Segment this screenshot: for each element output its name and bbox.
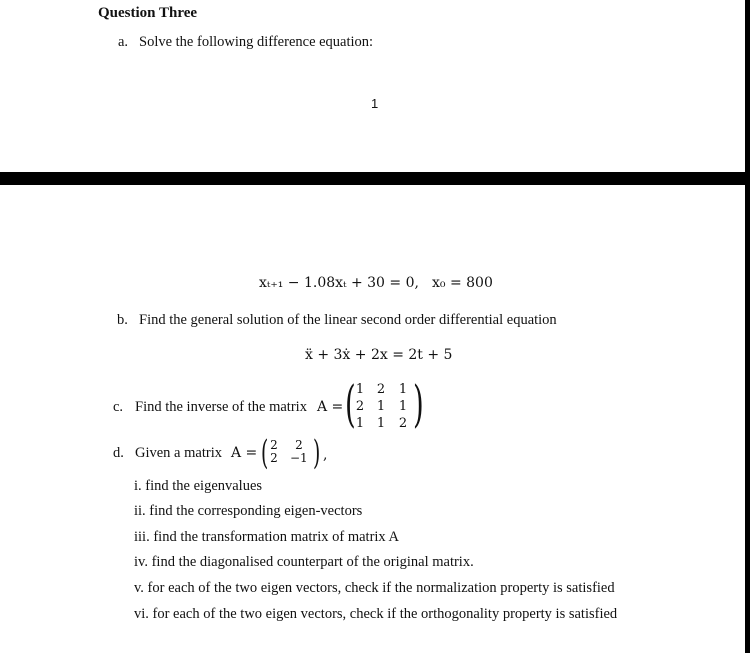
- page-number: 1: [371, 96, 379, 111]
- subpart-item: iii. find the transformation matrix of matrix A: [134, 529, 399, 545]
- matrix-cell: 2: [295, 438, 303, 452]
- question-title: Question Three: [98, 5, 198, 21]
- matrix-cell: 2: [398, 416, 408, 431]
- part-c-text: Find the inverse of the matrix: [135, 399, 307, 415]
- part-a-label: a.: [118, 34, 129, 50]
- matrix-right-paren: ): [313, 433, 321, 473]
- matrix-cell: 2: [355, 399, 365, 414]
- subpart-item: vi. for each of the two eigen vectors, check if the orthogonality property is satisfied: [134, 606, 618, 622]
- matrix-cell: 1: [355, 416, 365, 431]
- part-d-trailing-comma: ,: [323, 447, 328, 463]
- matrix-cell: 1: [398, 382, 408, 397]
- matrix-cell: 1: [398, 399, 408, 414]
- part-d-text: Given a matrix: [135, 445, 222, 461]
- subpart-item: i. find the eigenvalues: [134, 478, 263, 494]
- matrix-cell: 2: [270, 438, 278, 452]
- matrix-cell: 2: [376, 382, 386, 397]
- part-a-text: Solve the following difference equation:: [139, 34, 374, 50]
- document-page-1: [0, 0, 745, 172]
- part-a-initial-condition: x₀ = 800: [432, 275, 493, 291]
- part-d-matrix-name: A =: [231, 445, 258, 461]
- part-c-matrix-name: A =: [317, 399, 344, 415]
- subpart-item: iv. find the diagonalised counterpart of the original matrix.: [134, 554, 474, 570]
- part-c-matrix: [345, 375, 425, 434]
- subpart-item: v. for each of the two eigen vectors, check if the normalization property is satisfied: [134, 580, 615, 596]
- part-a-equation: xₜ₊₁ − 1.08xₜ + 30 = 0,: [259, 275, 419, 291]
- part-b-equation: ẍ + 3ẋ + 2x = 2t + 5: [305, 347, 453, 363]
- matrix-left-paren: (: [261, 433, 269, 473]
- matrix-cell: 1: [355, 382, 365, 397]
- matrix-right-paren: ): [413, 375, 424, 433]
- part-d-label: d.: [113, 445, 124, 461]
- subpart-item: ii. find the corresponding eigen-vectors: [134, 503, 363, 519]
- matrix-cell: −1: [290, 451, 308, 465]
- part-b-label: b.: [117, 312, 128, 328]
- part-c-label: c.: [113, 399, 124, 415]
- part-b-text: Find the general solution of the linear second order differential equation: [139, 312, 557, 328]
- part-d-matrix: [261, 433, 321, 473]
- matrix-left-paren: (: [345, 375, 356, 433]
- matrix-cell: 1: [376, 399, 386, 414]
- matrix-cell: 2: [270, 451, 278, 465]
- matrix-cell: 1: [376, 416, 386, 431]
- document-page-2: [0, 185, 745, 653]
